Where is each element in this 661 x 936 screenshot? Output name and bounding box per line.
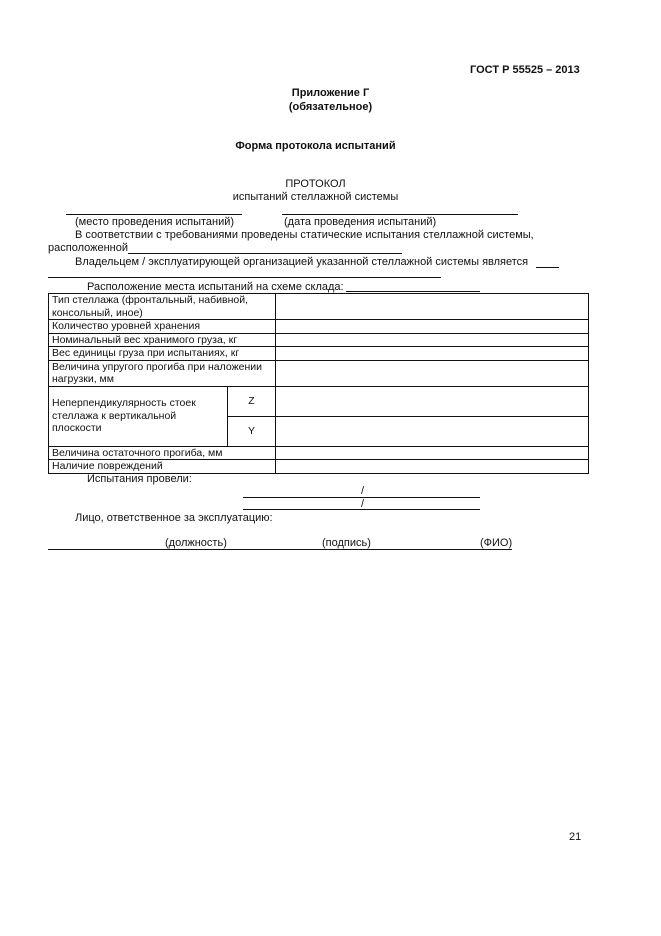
test-protocol-table	[48, 293, 589, 474]
signature-label: (подпись)	[322, 537, 371, 549]
responsible-label: Лицо, ответственное за эксплуатацию:	[75, 512, 273, 524]
owner-underline	[48, 277, 441, 278]
value-cell[interactable]	[276, 460, 589, 474]
axis-z-label: Z	[228, 386, 276, 416]
row-rack-type: Тип стеллажа (фронтальный, набивной, консольный, иное)	[49, 294, 276, 320]
table-row	[49, 446, 589, 460]
place-underline	[66, 214, 242, 215]
axis-y-label: Y	[228, 416, 276, 446]
row-damage: Наличие повреждений	[49, 460, 276, 474]
page-number: 21	[569, 831, 582, 843]
location-underline	[346, 291, 480, 292]
appendix-subtitle: (обязательное)	[288, 101, 373, 113]
name-label: (ФИО)	[480, 537, 513, 549]
table-row	[49, 360, 589, 386]
date-label: (дата проведения испытаний)	[284, 216, 437, 228]
location-text: Расположение места испытаний на схеме склада:	[87, 281, 344, 293]
table-row	[49, 386, 589, 416]
place-label: (место проведения испытаний)	[75, 216, 235, 228]
row-storage-levels: Количество уровней хранения	[49, 320, 276, 334]
tester-line-2	[243, 509, 480, 510]
row-nominal-weight: Номинальный вес хранимого груза, кг	[49, 333, 276, 347]
value-cell[interactable]	[276, 386, 589, 416]
compliance-text: В соответствии с требованиями проведены статические испытания стеллажной системы,	[75, 229, 534, 241]
owner-text: Владельцем / эксплуатирующей организацией указанной стеллажной системы является	[75, 256, 529, 268]
table-row	[49, 347, 589, 361]
owner-underline-short	[536, 267, 559, 268]
value-cell[interactable]	[276, 347, 589, 361]
value-cell[interactable]	[276, 360, 589, 386]
row-unit-weight: Вес единицы груза при испытаниях, кг	[49, 347, 276, 361]
table-row	[49, 294, 589, 320]
table-row	[49, 333, 589, 347]
row-elastic-deflection: Величина упругого прогиба при наложении нагрузки, мм	[49, 360, 276, 386]
appendix-title: Приложение Г	[291, 87, 370, 99]
protocol-title: ПРОТОКОЛ	[285, 178, 346, 190]
slash-1: /	[361, 485, 365, 497]
form-title: Форма протокола испытаний	[235, 140, 396, 152]
value-cell[interactable]	[276, 320, 589, 334]
tested-by-label: Испытания провели:	[87, 473, 192, 485]
protocol-subtitle: испытаний стеллажной системы	[232, 191, 399, 203]
responsible-signature-line	[48, 549, 512, 550]
standard-number: ГОСТ Р 55525 – 2013	[470, 64, 580, 76]
position-label: (должность)	[165, 537, 227, 549]
located-label: расположенной	[48, 242, 128, 254]
table-row	[49, 460, 589, 474]
row-verticality: Неперпендикулярность стоек стеллажа к вертикальной плоскости	[49, 386, 228, 446]
value-cell[interactable]	[276, 416, 589, 446]
date-underline	[282, 214, 518, 215]
value-cell[interactable]	[276, 294, 589, 320]
located-underline	[128, 253, 402, 254]
row-residual-deflection: Величина остаточного прогиба, мм	[49, 446, 276, 460]
value-cell[interactable]	[276, 446, 589, 460]
value-cell[interactable]	[276, 333, 589, 347]
table-row	[49, 320, 589, 334]
slash-2: /	[361, 498, 365, 510]
